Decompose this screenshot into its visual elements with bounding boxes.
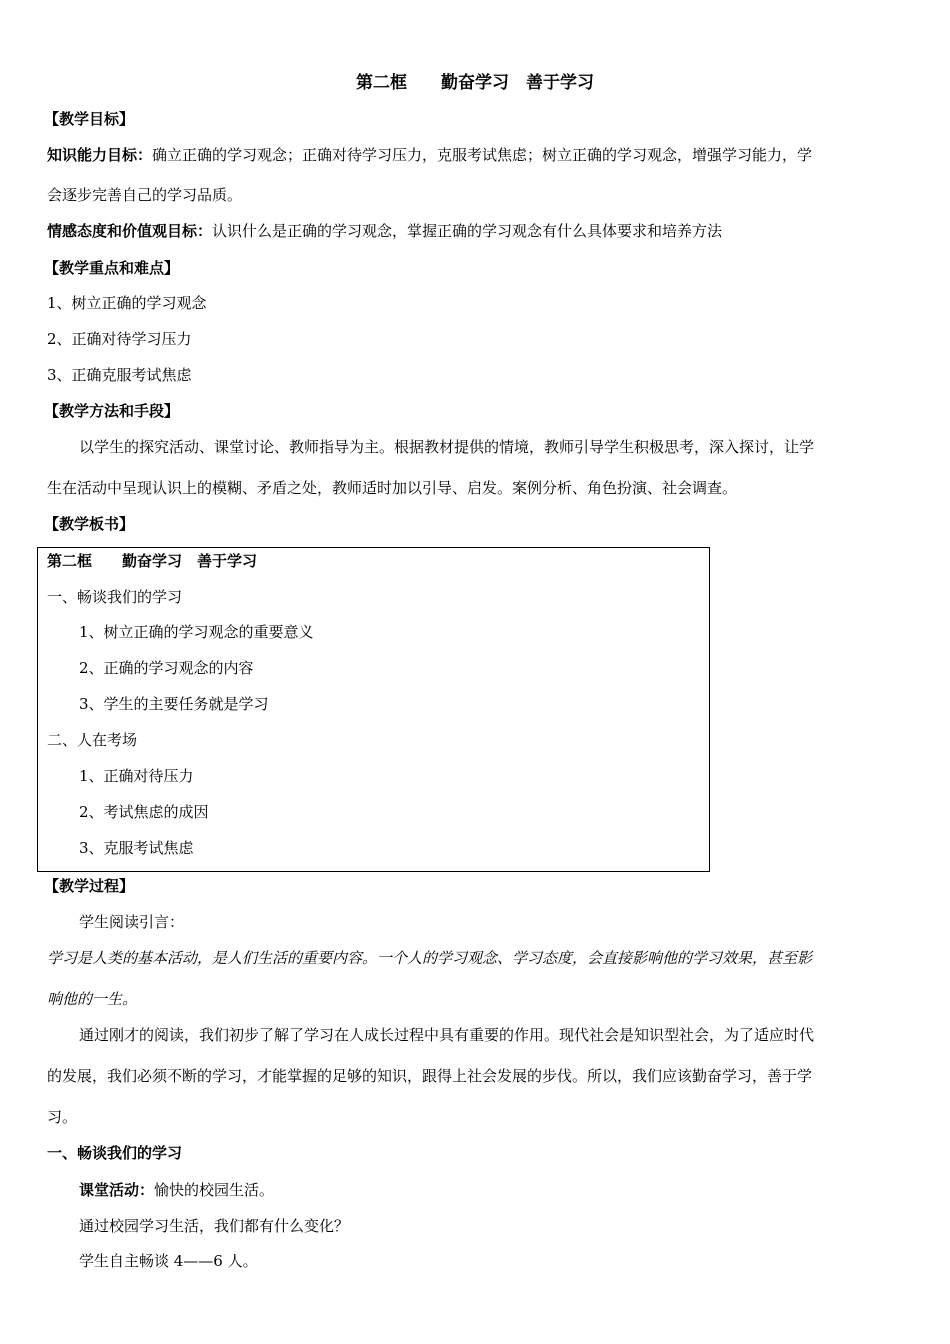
knowledge-goal-text: 确立正确的学习观念；正确对待学习压力，克服考试焦虑；树立正确的学习观念，增强学习能力，学 bbox=[152, 146, 813, 164]
knowledge-goal-label: 知识能力目标： bbox=[47, 146, 153, 164]
process-paragraph-line-3: 习。 bbox=[47, 1108, 78, 1126]
methods-line-1: 以学生的探究活动、课堂讨论、教师指导为主。根据教材提供的情境，教师引导学生积极思考，深入探讨，让学 bbox=[79, 438, 815, 456]
board-section-1-item: 3、学生的主要任务就是学习 bbox=[79, 695, 269, 713]
board-section-1: 一、畅谈我们的学习 bbox=[47, 588, 183, 606]
key-points-heading: 【教学重点和难点】 bbox=[44, 259, 180, 277]
methods-line-2: 生在活动中呈现认识上的模糊、矛盾之处，教师适时加以引导、启发。案例分析、角色扮演、社会调查。 bbox=[47, 479, 738, 497]
board-section-1-item: 1、树立正确的学习观念的重要意义 bbox=[79, 623, 314, 641]
process-intro: 学生阅读引言： bbox=[79, 913, 185, 931]
board-section-2-item: 1、正确对待压力 bbox=[79, 767, 194, 785]
board-section-2-item: 2、考试焦虑的成因 bbox=[79, 803, 209, 821]
key-point-item: 3、正确克服考试焦虑 bbox=[47, 366, 192, 384]
activity-line bbox=[79, 1180, 274, 1200]
process-paragraph-line-2: 的发展，我们必须不断的学习，才能掌握的足够的知识，跟得上社会发展的步伐。所以，我们应该勤奋学习，善于学 bbox=[47, 1067, 813, 1085]
board-section-1-item: 2、正确的学习观念的内容 bbox=[79, 659, 254, 677]
goals-heading: 【教学目标】 bbox=[44, 110, 135, 128]
process-paragraph-line-1: 通过刚才的阅读，我们初步了解了学习在人成长过程中具有重要的作用。现代社会是知识型社会，为了适应时代 bbox=[79, 1026, 815, 1044]
knowledge-goal-line-2: 会逐步完善自己的学习品质。 bbox=[47, 186, 243, 204]
activity-discussion: 学生自主畅谈 4——6 人。 bbox=[79, 1252, 258, 1270]
process-quote-line-2: 响他的一生。 bbox=[47, 990, 138, 1008]
emotion-goal-line bbox=[47, 221, 722, 241]
process-section-heading: 一、畅谈我们的学习 bbox=[47, 1144, 183, 1162]
emotion-goal-label: 情感态度和价值观目标： bbox=[47, 222, 213, 240]
board-section-2-item: 3、克服考试焦虑 bbox=[79, 839, 194, 857]
process-heading: 【教学过程】 bbox=[44, 877, 135, 895]
methods-heading: 【教学方法和手段】 bbox=[44, 402, 180, 420]
board-section-2: 二、人在考场 bbox=[47, 731, 138, 749]
key-point-item: 1、树立正确的学习观念 bbox=[47, 294, 207, 312]
emotion-goal-text: 认识什么是正确的学习观念，掌握正确的学习观念有什么具体要求和培养方法 bbox=[212, 222, 723, 240]
document-title: 第二框 勤奋学习 善于学习 bbox=[356, 73, 594, 93]
activity-question: 通过校园学习生活，我们都有什么变化？ bbox=[79, 1217, 350, 1235]
knowledge-goal-line-1 bbox=[47, 145, 812, 165]
activity-label: 课堂活动： bbox=[79, 1181, 155, 1199]
board-heading: 【教学板书】 bbox=[44, 515, 135, 533]
key-point-item: 2、正确对待学习压力 bbox=[47, 330, 192, 348]
activity-text: 愉快的校园生活。 bbox=[154, 1181, 275, 1199]
board-title: 第二框 勤奋学习 善于学习 bbox=[47, 552, 258, 570]
process-quote-line-1: 学习是人类的基本活动，是人们生活的重要内容。一个人的学习观念、学习态度，会直接影响他的学习效果，甚至影 bbox=[47, 949, 813, 967]
